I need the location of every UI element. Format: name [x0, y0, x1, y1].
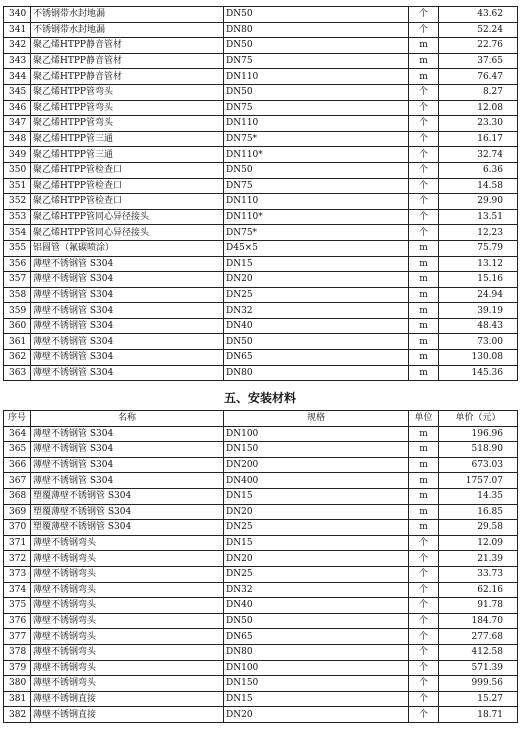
table-row	[4, 457, 518, 473]
cell-no: 348	[4, 131, 31, 147]
cell-unit: m	[409, 426, 439, 442]
cell-price: 29.58	[439, 520, 518, 536]
cell-spec: DN150	[224, 676, 409, 692]
cell-price: 37.65	[439, 53, 518, 69]
cell-no: 340	[4, 7, 31, 23]
cell-name: 薄壁不锈钢管 S304	[31, 287, 224, 303]
cell-unit: m	[409, 303, 439, 319]
cell-name: 薄壁不锈钢弯头	[31, 644, 224, 660]
table-row	[4, 613, 518, 629]
cell-price: 12.08	[439, 100, 518, 116]
cell-name: 薄壁不锈钢弯头	[31, 598, 224, 614]
cell-price: 22.76	[439, 38, 518, 54]
cell-spec: DN15	[224, 488, 409, 504]
cell-unit: 个	[409, 225, 439, 241]
cell-price: 39.19	[439, 303, 518, 319]
cell-no: 370	[4, 520, 31, 536]
cell-name: 薄壁不锈钢弯头	[31, 566, 224, 582]
cell-no: 356	[4, 256, 31, 272]
table-row	[4, 350, 518, 366]
cell-price: 62.16	[439, 582, 518, 598]
cell-name: 不锈钢带水封地漏	[31, 22, 224, 38]
cell-price: 12.23	[439, 225, 518, 241]
cell-no: 365	[4, 442, 31, 458]
cell-unit: m	[409, 442, 439, 458]
cell-no: 350	[4, 162, 31, 178]
cell-unit: m	[409, 256, 439, 272]
cell-spec: DN100	[224, 426, 409, 442]
cell-unit: 个	[409, 147, 439, 163]
cell-unit: m	[409, 38, 439, 54]
cell-unit: m	[409, 272, 439, 288]
cell-unit: 个	[409, 162, 439, 178]
table-row	[4, 318, 518, 334]
cell-price: 24.94	[439, 287, 518, 303]
cell-unit: m	[409, 473, 439, 489]
cell-unit: 个	[409, 209, 439, 225]
cell-spec: DN110*	[224, 209, 409, 225]
cell-unit: 个	[409, 84, 439, 100]
header-price: 单价（元）	[439, 411, 518, 427]
cell-no: 379	[4, 660, 31, 676]
cell-price: 145.36	[439, 365, 518, 381]
cell-unit: 个	[409, 676, 439, 692]
cell-spec: DN20	[224, 707, 409, 723]
cell-price: 18.71	[439, 707, 518, 723]
cell-price: 48.43	[439, 318, 518, 334]
cell-name: 聚乙烯HTPP管弯头	[31, 100, 224, 116]
cell-name: 薄壁不锈钢弯头	[31, 551, 224, 567]
cell-no: 349	[4, 147, 31, 163]
table-row	[4, 535, 518, 551]
cell-unit: 个	[409, 629, 439, 645]
cell-unit: 个	[409, 660, 439, 676]
cell-spec: DN50	[224, 334, 409, 350]
cell-name: 塑覆薄壁不锈钢管 S304	[31, 488, 224, 504]
cell-unit: 个	[409, 644, 439, 660]
cell-name: 薄壁不锈钢管 S304	[31, 442, 224, 458]
cell-no: 357	[4, 272, 31, 288]
cell-spec: DN25	[224, 287, 409, 303]
cell-spec: DN110	[224, 69, 409, 85]
cell-spec: DN75	[224, 178, 409, 194]
cell-price: 73.00	[439, 334, 518, 350]
cell-spec: DN20	[224, 551, 409, 567]
cell-name: 薄壁不锈钢弯头	[31, 535, 224, 551]
table-row	[4, 365, 518, 381]
cell-name: 薄壁不锈钢弯头	[31, 629, 224, 645]
cell-unit: m	[409, 365, 439, 381]
cell-unit: 个	[409, 194, 439, 210]
cell-unit: 个	[409, 7, 439, 23]
cell-unit: m	[409, 504, 439, 520]
cell-spec: DN50	[224, 7, 409, 23]
cell-name: 聚乙烯HTPP静音管材	[31, 69, 224, 85]
cell-no: 380	[4, 676, 31, 692]
cell-price: 75.79	[439, 240, 518, 256]
cell-name: 薄壁不锈钢弯头	[31, 582, 224, 598]
cell-price: 6.36	[439, 162, 518, 178]
cell-unit: m	[409, 488, 439, 504]
cell-spec: DN110*	[224, 147, 409, 163]
cell-unit: m	[409, 69, 439, 85]
cell-name: 薄壁不锈钢管 S304	[31, 318, 224, 334]
installation-materials-body	[4, 426, 518, 722]
cell-price: 184.70	[439, 613, 518, 629]
cell-no: 367	[4, 473, 31, 489]
cell-name: 铝圆管（氟碳喷涂）	[31, 240, 224, 256]
cell-no: 366	[4, 457, 31, 473]
cell-name: 塑覆薄壁不锈钢管 S304	[31, 520, 224, 536]
cell-unit: m	[409, 53, 439, 69]
cell-no: 363	[4, 365, 31, 381]
cell-price: 571.39	[439, 660, 518, 676]
cell-price: 999.56	[439, 676, 518, 692]
cell-spec: DN50	[224, 84, 409, 100]
table-row	[4, 488, 518, 504]
table-row	[4, 598, 518, 614]
table-row	[4, 473, 518, 489]
cell-no: 345	[4, 84, 31, 100]
cell-unit: 个	[409, 582, 439, 598]
cell-no: 373	[4, 566, 31, 582]
cell-price: 1757.07	[439, 473, 518, 489]
header-no: 序号	[4, 411, 31, 427]
cell-spec: DN15	[224, 535, 409, 551]
header-unit: 单位	[409, 411, 439, 427]
table-row	[4, 644, 518, 660]
cell-unit: m	[409, 240, 439, 256]
table-row	[4, 676, 518, 692]
table-row	[4, 582, 518, 598]
cell-name: 薄壁不锈钢管 S304	[31, 303, 224, 319]
cell-price: 412.58	[439, 644, 518, 660]
cell-spec: DN50	[224, 613, 409, 629]
cell-spec: DN15	[224, 256, 409, 272]
cell-no: 344	[4, 69, 31, 85]
table-row	[4, 256, 518, 272]
cell-name: 聚乙烯HTPP管检查口	[31, 194, 224, 210]
cell-spec: DN32	[224, 582, 409, 598]
cell-spec: DN25	[224, 520, 409, 536]
table-row	[4, 178, 518, 194]
cell-price: 12.09	[439, 535, 518, 551]
table-row	[4, 334, 518, 350]
cell-spec: DN20	[224, 272, 409, 288]
table-row	[4, 442, 518, 458]
cell-unit: 个	[409, 691, 439, 707]
cell-price: 23.30	[439, 116, 518, 132]
table-row	[4, 551, 518, 567]
cell-price: 8.27	[439, 84, 518, 100]
cell-price: 32.74	[439, 147, 518, 163]
cell-spec: DN40	[224, 598, 409, 614]
cell-no: 355	[4, 240, 31, 256]
header-row	[4, 411, 518, 427]
cell-no: 343	[4, 53, 31, 69]
cell-price: 15.16	[439, 272, 518, 288]
cell-no: 371	[4, 535, 31, 551]
cell-name: 聚乙烯HTPP管检查口	[31, 178, 224, 194]
cell-no: 364	[4, 426, 31, 442]
cell-name: 薄壁不锈钢管 S304	[31, 350, 224, 366]
cell-unit: 个	[409, 551, 439, 567]
cell-price: 13.12	[439, 256, 518, 272]
cell-spec: DN40	[224, 318, 409, 334]
cell-price: 21.39	[439, 551, 518, 567]
cell-no: 382	[4, 707, 31, 723]
cell-name: 聚乙烯HTPP管弯头	[31, 84, 224, 100]
cell-price: 130.08	[439, 350, 518, 366]
cell-spec: DN50	[224, 38, 409, 54]
cell-name: 薄壁不锈钢管 S304	[31, 334, 224, 350]
cell-unit: m	[409, 520, 439, 536]
cell-spec: DN32	[224, 303, 409, 319]
cell-price: 14.58	[439, 178, 518, 194]
table-row	[4, 84, 518, 100]
table-row	[4, 707, 518, 723]
cell-spec: DN80	[224, 22, 409, 38]
installation-materials-table	[3, 410, 518, 723]
cell-price: 33.73	[439, 566, 518, 582]
cell-name: 聚乙烯HTPP管检查口	[31, 162, 224, 178]
cell-no: 342	[4, 38, 31, 54]
cell-price: 16.17	[439, 131, 518, 147]
cell-no: 347	[4, 116, 31, 132]
cell-spec: DN65	[224, 629, 409, 645]
cell-spec: DN80	[224, 644, 409, 660]
cell-no: 358	[4, 287, 31, 303]
cell-no: 362	[4, 350, 31, 366]
cell-name: 不锈钢带水封地漏	[31, 7, 224, 23]
cell-spec: DN65	[224, 350, 409, 366]
cell-price: 91.78	[439, 598, 518, 614]
table-row	[4, 100, 518, 116]
cell-no: 361	[4, 334, 31, 350]
cell-name: 薄壁不锈钢管 S304	[31, 272, 224, 288]
cell-name: 薄壁不锈钢管 S304	[31, 426, 224, 442]
cell-no: 375	[4, 598, 31, 614]
cell-name: 聚乙烯HTPP静音管材	[31, 53, 224, 69]
cell-unit: m	[409, 318, 439, 334]
cell-unit: 个	[409, 116, 439, 132]
cell-spec: DN15	[224, 691, 409, 707]
cell-spec: DN25	[224, 566, 409, 582]
cell-spec: DN150	[224, 442, 409, 458]
cell-name: 薄壁不锈钢弯头	[31, 660, 224, 676]
cell-name: 塑覆薄壁不锈钢管 S304	[31, 504, 224, 520]
cell-price: 14.35	[439, 488, 518, 504]
cell-spec: DN110	[224, 116, 409, 132]
cell-spec: DN75*	[224, 225, 409, 241]
table-row	[4, 240, 518, 256]
cell-unit: m	[409, 350, 439, 366]
cell-name: 薄壁不锈钢管 S304	[31, 365, 224, 381]
cell-no: 377	[4, 629, 31, 645]
table-row	[4, 520, 518, 536]
cell-spec: DN80	[224, 365, 409, 381]
table-row	[4, 209, 518, 225]
cell-no: 374	[4, 582, 31, 598]
cell-unit: 个	[409, 535, 439, 551]
cell-price: 16.85	[439, 504, 518, 520]
table-row	[4, 660, 518, 676]
cell-unit: 个	[409, 22, 439, 38]
header-spec: 规格	[224, 411, 409, 427]
table-row	[4, 162, 518, 178]
cell-no: 376	[4, 613, 31, 629]
cell-name: 薄壁不锈钢直接	[31, 691, 224, 707]
cell-no: 372	[4, 551, 31, 567]
table-row	[4, 22, 518, 38]
table-row	[4, 426, 518, 442]
price-table-continued	[3, 6, 518, 381]
cell-price: 277.68	[439, 629, 518, 645]
cell-spec: DN400	[224, 473, 409, 489]
cell-spec: D45×5	[224, 240, 409, 256]
cell-unit: 个	[409, 613, 439, 629]
cell-price: 518.90	[439, 442, 518, 458]
cell-spec: DN20	[224, 504, 409, 520]
cell-name: 聚乙烯HTPP管三通	[31, 131, 224, 147]
cell-price: 43.62	[439, 7, 518, 23]
cell-name: 聚乙烯HTPP管同心异径接头	[31, 225, 224, 241]
cell-no: 368	[4, 488, 31, 504]
cell-no: 353	[4, 209, 31, 225]
table-row	[4, 303, 518, 319]
cell-no: 378	[4, 644, 31, 660]
cell-spec: DN200	[224, 457, 409, 473]
table-row	[4, 131, 518, 147]
table-row	[4, 504, 518, 520]
cell-no: 351	[4, 178, 31, 194]
cell-name: 薄壁不锈钢直接	[31, 707, 224, 723]
table-row	[4, 287, 518, 303]
section-title: 五、安装材料	[223, 391, 296, 405]
cell-price: 13.51	[439, 209, 518, 225]
cell-unit: m	[409, 334, 439, 350]
cell-no: 354	[4, 225, 31, 241]
price-table-continued-body	[4, 7, 518, 381]
cell-no: 346	[4, 100, 31, 116]
cell-name: 薄壁不锈钢管 S304	[31, 457, 224, 473]
cell-name: 聚乙烯HTPP管弯头	[31, 116, 224, 132]
cell-no: 359	[4, 303, 31, 319]
cell-no: 341	[4, 22, 31, 38]
cell-no: 352	[4, 194, 31, 210]
cell-price: 52.24	[439, 22, 518, 38]
table-row	[4, 194, 518, 210]
table-row	[4, 38, 518, 54]
cell-name: 薄壁不锈钢管 S304	[31, 473, 224, 489]
table-row	[4, 566, 518, 582]
cell-unit: 个	[409, 131, 439, 147]
table-row	[4, 147, 518, 163]
table-row	[4, 53, 518, 69]
cell-no: 381	[4, 691, 31, 707]
table-row	[4, 691, 518, 707]
header-name: 名称	[31, 411, 224, 427]
cell-name: 薄壁不锈钢管 S304	[31, 256, 224, 272]
cell-spec: DN75	[224, 100, 409, 116]
table-row	[4, 69, 518, 85]
cell-name: 聚乙烯HTPP静音管材	[31, 38, 224, 54]
cell-unit: 个	[409, 598, 439, 614]
cell-unit: m	[409, 287, 439, 303]
cell-unit: 个	[409, 178, 439, 194]
cell-spec: DN110	[224, 194, 409, 210]
cell-spec: DN100	[224, 660, 409, 676]
cell-no: 369	[4, 504, 31, 520]
table-row	[4, 272, 518, 288]
table-row	[4, 629, 518, 645]
table-header	[4, 411, 518, 427]
cell-price: 29.90	[439, 194, 518, 210]
cell-name: 聚乙烯HTPP管三通	[31, 147, 224, 163]
table-row	[4, 225, 518, 241]
table-row	[4, 116, 518, 132]
cell-unit: m	[409, 457, 439, 473]
cell-no: 360	[4, 318, 31, 334]
cell-unit: 个	[409, 707, 439, 723]
cell-spec: DN75	[224, 53, 409, 69]
cell-price: 673.03	[439, 457, 518, 473]
cell-spec: DN75*	[224, 131, 409, 147]
cell-price: 196.96	[439, 426, 518, 442]
cell-price: 76.47	[439, 69, 518, 85]
cell-name: 聚乙烯HTPP管同心异径接头	[31, 209, 224, 225]
cell-unit: 个	[409, 566, 439, 582]
cell-unit: 个	[409, 100, 439, 116]
cell-spec: DN50	[224, 162, 409, 178]
cell-name: 薄壁不锈钢弯头	[31, 676, 224, 692]
cell-name: 薄壁不锈钢弯头	[31, 613, 224, 629]
table-row	[4, 7, 518, 23]
cell-price: 15.27	[439, 691, 518, 707]
